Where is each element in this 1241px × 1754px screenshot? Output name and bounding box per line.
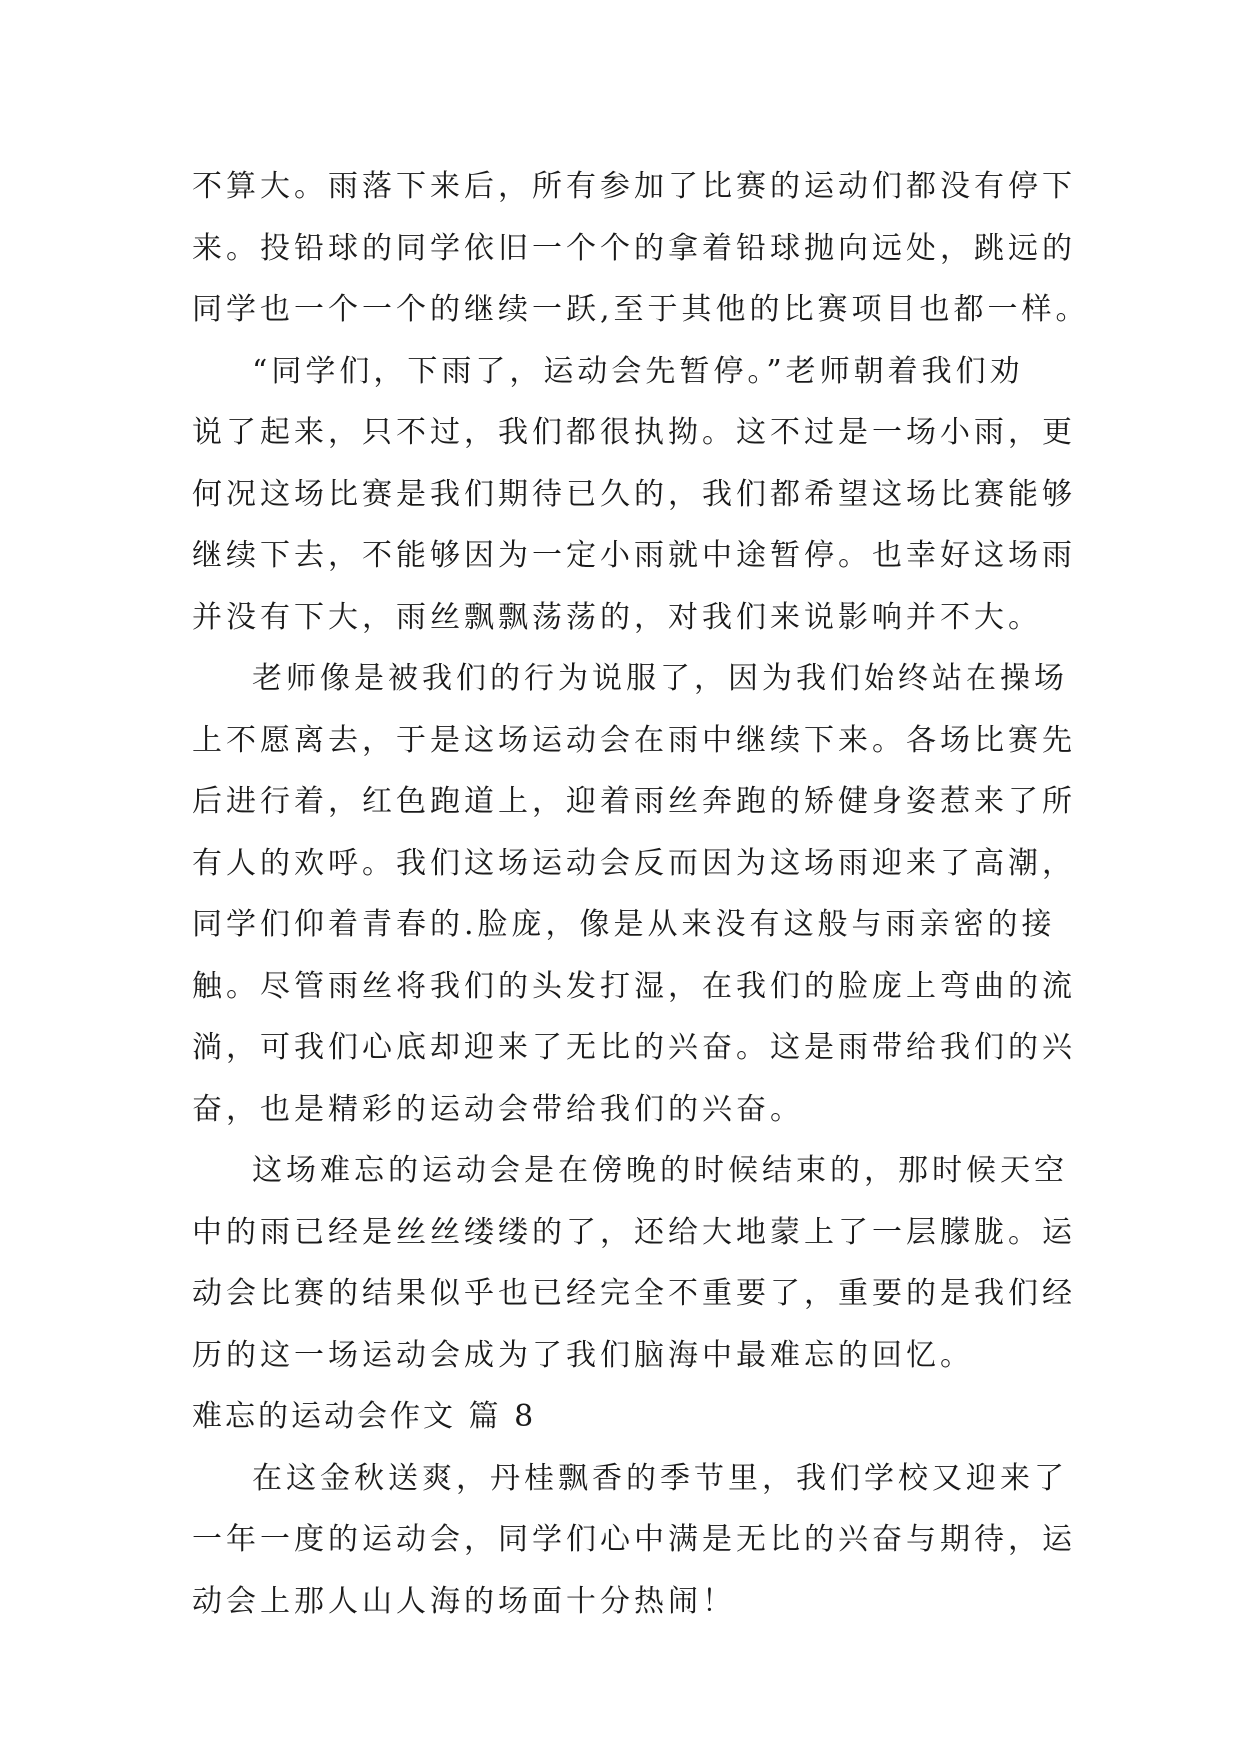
text-line: 奋，也是精彩的运动会带给我们的兴奋。 (192, 1091, 804, 1127)
text-line: 动会上那人山人海的场面十分热闹！ (192, 1583, 736, 1619)
text-line: 淌，可我们心底却迎来了无比的兴奋。这是雨带给我们的兴 (192, 1030, 1076, 1065)
text-line: 来。投铅球的同学依旧一个个的拿着铅球抛向远处，跳远的 (192, 230, 1076, 266)
text-line: 继续下去，不能够因为一定小雨就中途暂停。也幸好这场雨 (192, 538, 1076, 573)
document-body (192, 156, 1092, 1632)
text-line: 上不愿离去，于是这场运动会在雨中继续下来。各场比赛先 (192, 722, 1076, 758)
text-line: 中的雨已经是丝丝缕缕的了，还给大地蒙上了一层朦胧。运 (192, 1214, 1076, 1250)
text-line: 有人的欢呼。我们这场运动会反而因为这场雨迎来了高潮， (192, 845, 1076, 881)
text-line: 何况这场比赛是我们期待已久的，我们都希望这场比赛能够 (192, 476, 1076, 512)
text-line: 说了起来，只不过，我们都很执拗。这不过是一场小雨，更 (192, 415, 1076, 450)
text-line: 并没有下大，雨丝飘飘荡荡的，对我们来说影响并不大。 (192, 599, 1042, 635)
text-line: 一年一度的运动会，同学们心中满是无比的兴奋与期待，运 (192, 1522, 1076, 1557)
text-line: 同学们仰着青春的.脸庞，像是从来没有这般与雨亲密的接 (192, 907, 1056, 942)
text-line: 后进行着，红色跑道上，迎着雨丝奔跑的矫健身姿惹来了所 (192, 784, 1076, 819)
text-line: 历的这一场运动会成为了我们脑海中最难忘的回忆。 (192, 1337, 974, 1373)
text-line: 不算大。雨落下来后，所有参加了比赛的运动们都没有停下 (192, 169, 1076, 204)
text-line: 动会比赛的结果似乎也已经完全不重要了，重要的是我们经 (192, 1276, 1076, 1311)
paragraph-first-line: 在这金秋送爽，丹桂飘香的季节里，我们学校又迎来了 (252, 1460, 1068, 1496)
paragraph-first-line: 老师像是被我们的行为说服了，因为我们始终站在操场 (252, 661, 1068, 696)
paragraph-first-line: 这场难忘的运动会是在傍晚的时候结束的，那时候天空 (252, 1153, 1068, 1188)
text-line: 同学也一个一个的继续一跃,至于其他的比赛项目也都一样。 (192, 292, 1090, 327)
paragraph-first-line: “同学们，下雨了，运动会先暂停。”老师朝着我们劝 (252, 353, 1024, 389)
section-heading: 难忘的运动会作文 篇 8 (192, 1399, 537, 1434)
text-line: 触。尽管雨丝将我们的头发打湿，在我们的脸庞上弯曲的流 (192, 968, 1076, 1004)
